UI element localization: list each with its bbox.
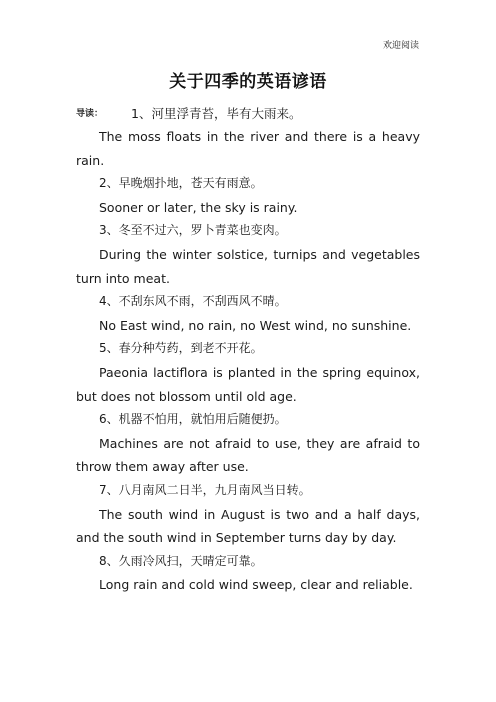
proverb-1-chinese: 1、河里浮青苔，毕有大雨来。 [131, 106, 302, 121]
proverb-2-english: Sooner or later, the sky is rainy. [99, 199, 298, 215]
proverb-7-chinese: 7、八月南风二日半，九月南风当日转。 [99, 482, 311, 497]
proverb-8-english: Long rain and cold wind sweep, clear and reliable. [99, 577, 413, 593]
proverb-3-chinese: 3、冬至不过六，罗卜青菜也变肉。 [99, 223, 287, 238]
proverb-4-english: No East wind, no rain, no West wind, no sunshine. [99, 317, 412, 333]
proverb-6-english: Machines are not afraid to use, they are afraid to throw them away after use. [76, 435, 420, 475]
header-note: 欢迎阅读 [382, 41, 419, 51]
document-title: 关于四季的英语谚语 [169, 72, 327, 92]
document-body [76, 103, 420, 597]
lead-row [76, 103, 420, 125]
lead-label: 导读： [76, 109, 104, 119]
proverb-5-english: Paeonia lactiflora is planted in the spring equinox, but does not blossom until old age. [76, 364, 420, 404]
proverb-5-chinese: 5、春分种芍药，到老不开花。 [99, 341, 263, 356]
proverb-1-english: The moss floats in the river and there is a heavy rain. [76, 129, 420, 168]
proverb-2-chinese: 2、早晚烟扑地，苍天有雨意。 [99, 176, 263, 191]
proverb-3-english: During the winter solstice, turnips and vegetables turn into meat. [76, 246, 420, 286]
proverb-4-chinese: 4、不刮东风不雨，不刮西风不晴。 [99, 294, 287, 309]
proverb-7-english: The south wind in August is two and a half days, and the south wind in September turns day by day. [76, 506, 420, 546]
proverb-6-chinese: 6、机器不怕用，就怕用后随便扔。 [99, 412, 287, 427]
proverb-8-chinese: 8、久雨冷风扫，天晴定可靠。 [99, 553, 263, 568]
